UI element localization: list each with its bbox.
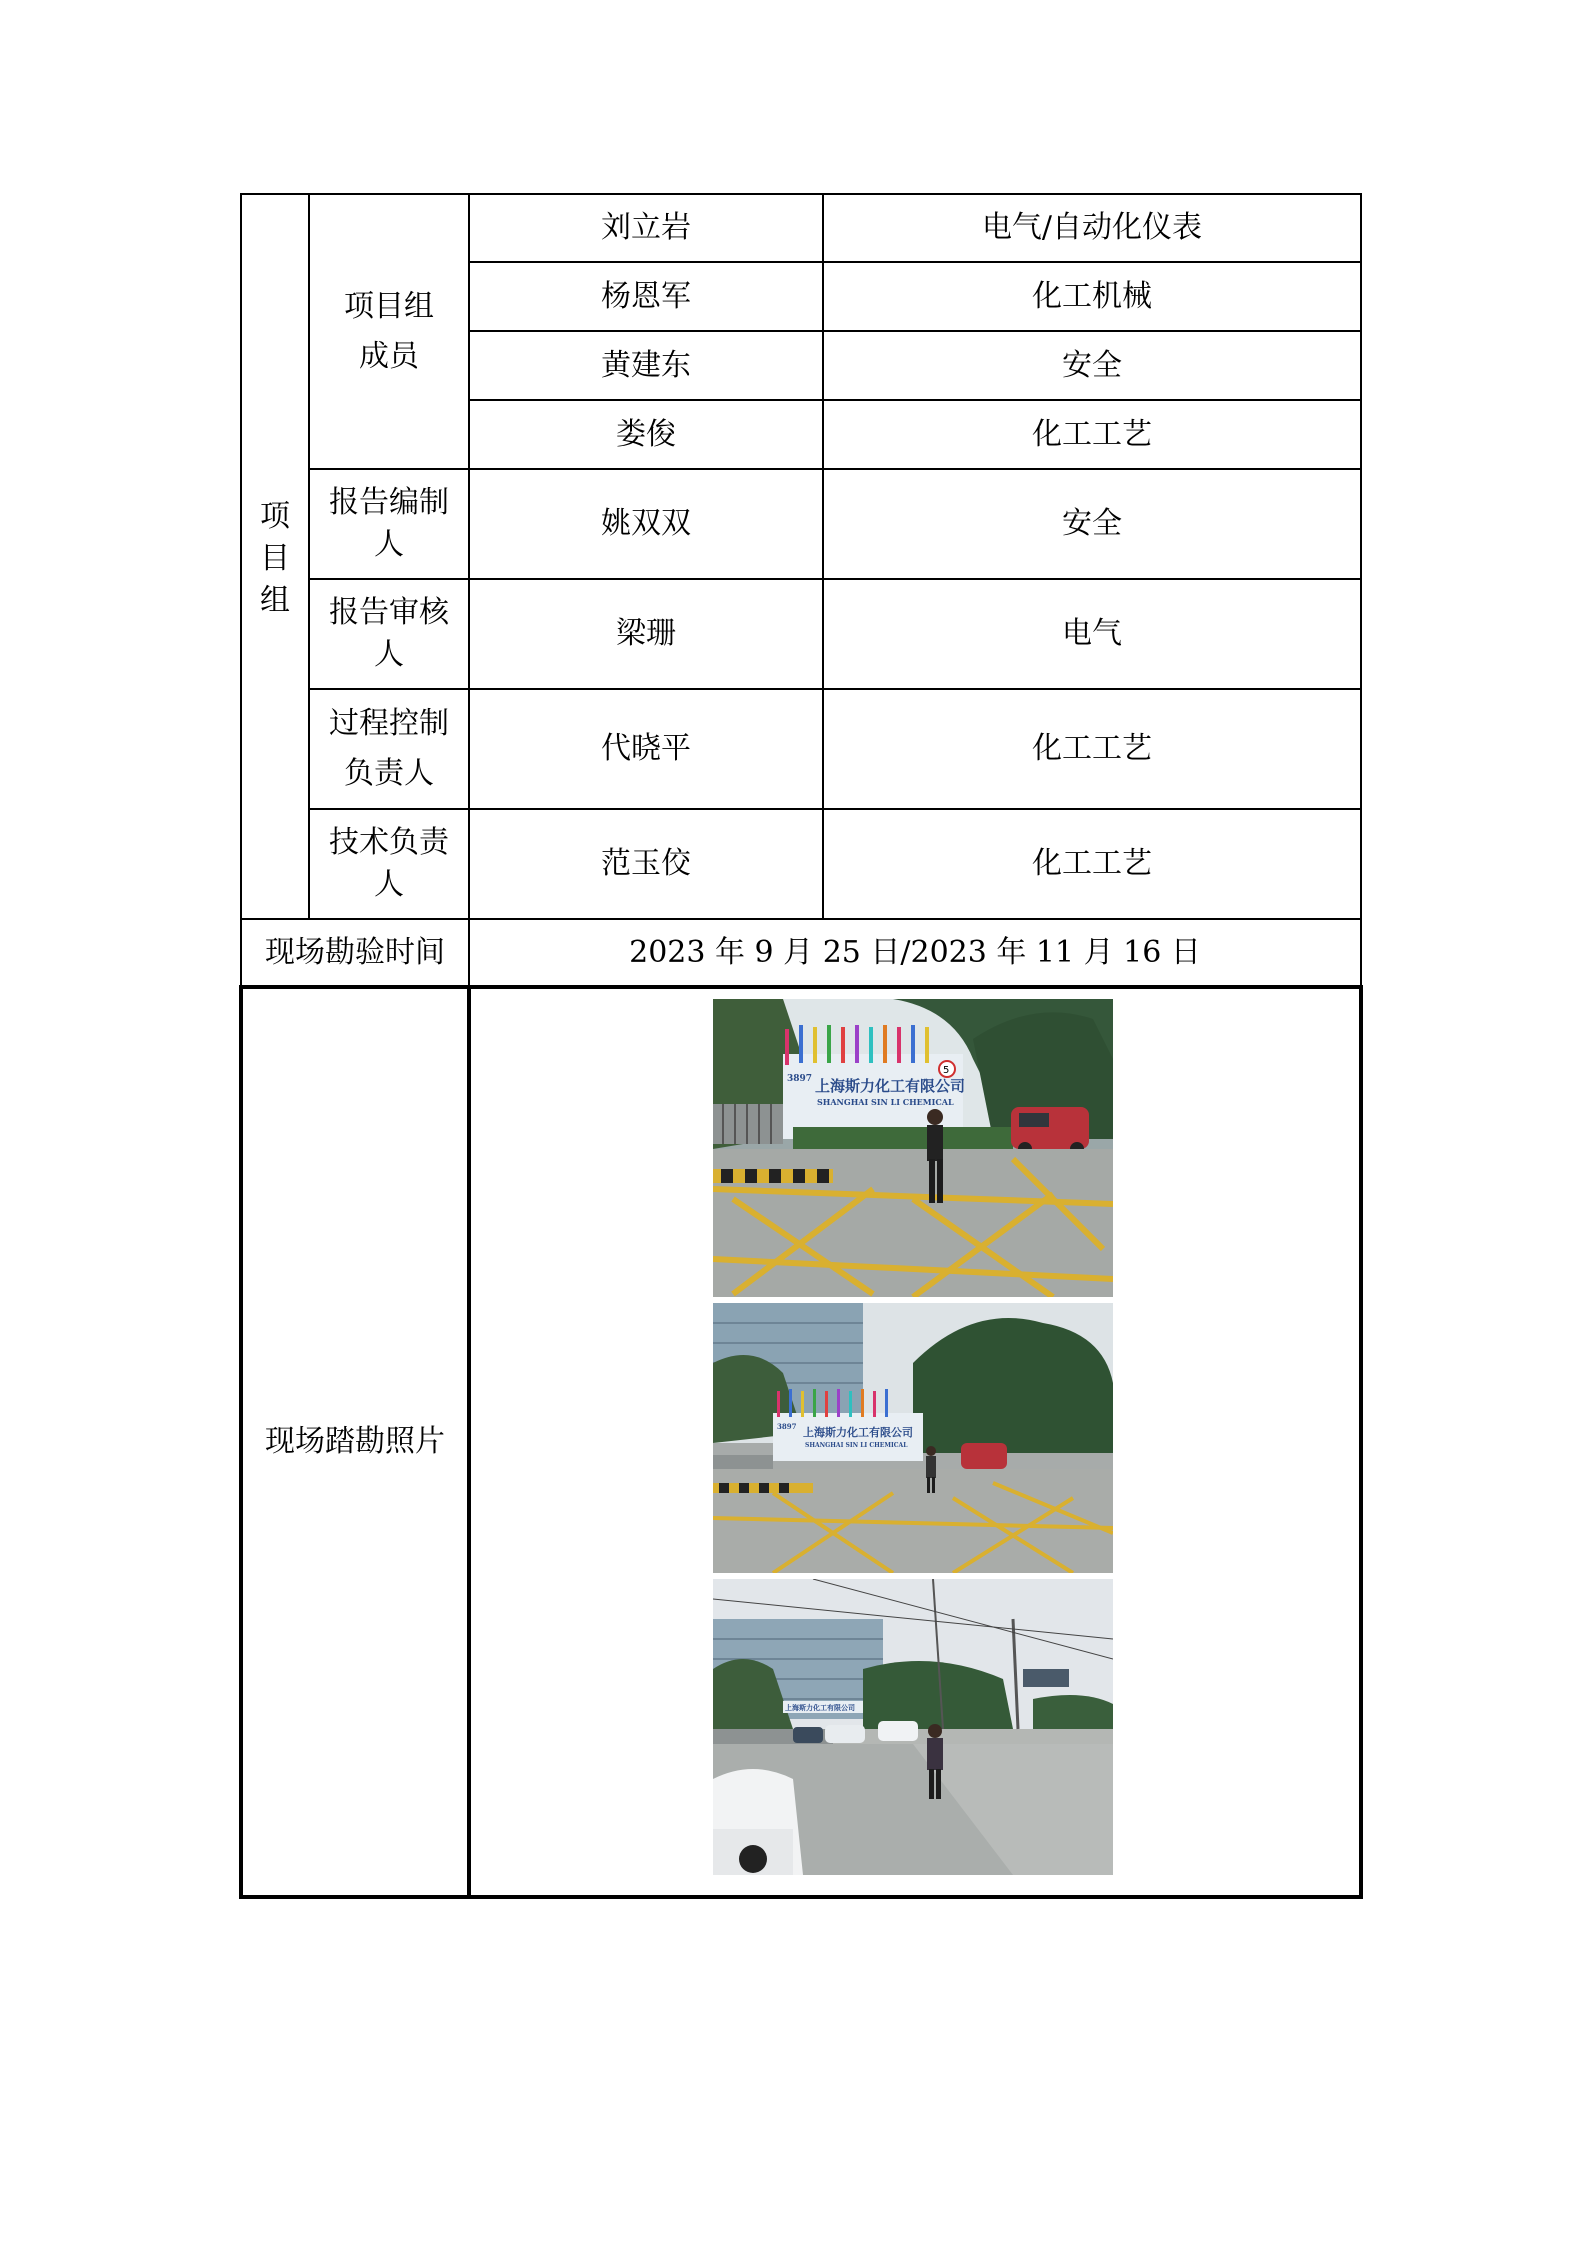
sign-title: 上海斯力化工有限公司 xyxy=(785,1703,855,1712)
site-photos-cell xyxy=(469,987,1361,1897)
member-field: 电气/自动化仪表 xyxy=(823,194,1361,262)
speed-sign: 5 xyxy=(943,1065,950,1076)
member-name: 刘立岩 xyxy=(469,194,823,262)
sign-number: 3897 xyxy=(777,1422,797,1431)
site-photo xyxy=(713,999,1113,1297)
role-name: 姚双双 xyxy=(469,469,823,579)
member-field: 化工机械 xyxy=(823,262,1361,331)
site-photo xyxy=(713,1579,1113,1875)
member-field: 安全 xyxy=(823,331,1361,400)
role-name: 代晓平 xyxy=(469,689,823,809)
survey-time-label: 现场勘验时间 xyxy=(241,919,469,987)
role-field: 安全 xyxy=(823,469,1361,579)
role-field: 化工工艺 xyxy=(823,689,1361,809)
member-name: 杨恩军 xyxy=(469,262,823,331)
member-name: 黄建东 xyxy=(469,331,823,400)
site-photo xyxy=(713,1303,1113,1573)
project-group-label: 项 目 组 xyxy=(241,194,309,919)
sign-title: 上海斯力化工有限公司 xyxy=(815,1077,966,1095)
member-name: 娄俊 xyxy=(469,400,823,469)
project-team-table xyxy=(239,193,1363,1899)
role-name: 梁珊 xyxy=(469,579,823,689)
role-label: 报告编制人 xyxy=(309,469,469,579)
role-field: 化工工艺 xyxy=(823,809,1361,919)
role-label: 报告审核人 xyxy=(309,579,469,689)
members-label: 项目组成员 xyxy=(309,194,469,469)
role-label: 过程控制负责人 xyxy=(309,689,469,809)
sign-number: 3897 xyxy=(787,1074,813,1084)
sign-subtitle: SHANGHAI SIN LI CHEMICAL xyxy=(817,1097,954,1107)
sign-title: 上海斯力化工有限公司 xyxy=(803,1426,913,1439)
role-label: 技术负责人 xyxy=(309,809,469,919)
site-photos-label: 现场踏勘照片 xyxy=(241,987,469,1897)
sign-subtitle: SHANGHAI SIN LI CHEMICAL xyxy=(805,1442,908,1449)
role-name: 范玉佼 xyxy=(469,809,823,919)
role-field: 电气 xyxy=(823,579,1361,689)
survey-time-value: 2023 年 9 月 25 日/2023 年 11 月 16 日 xyxy=(469,919,1361,987)
member-field: 化工工艺 xyxy=(823,400,1361,469)
